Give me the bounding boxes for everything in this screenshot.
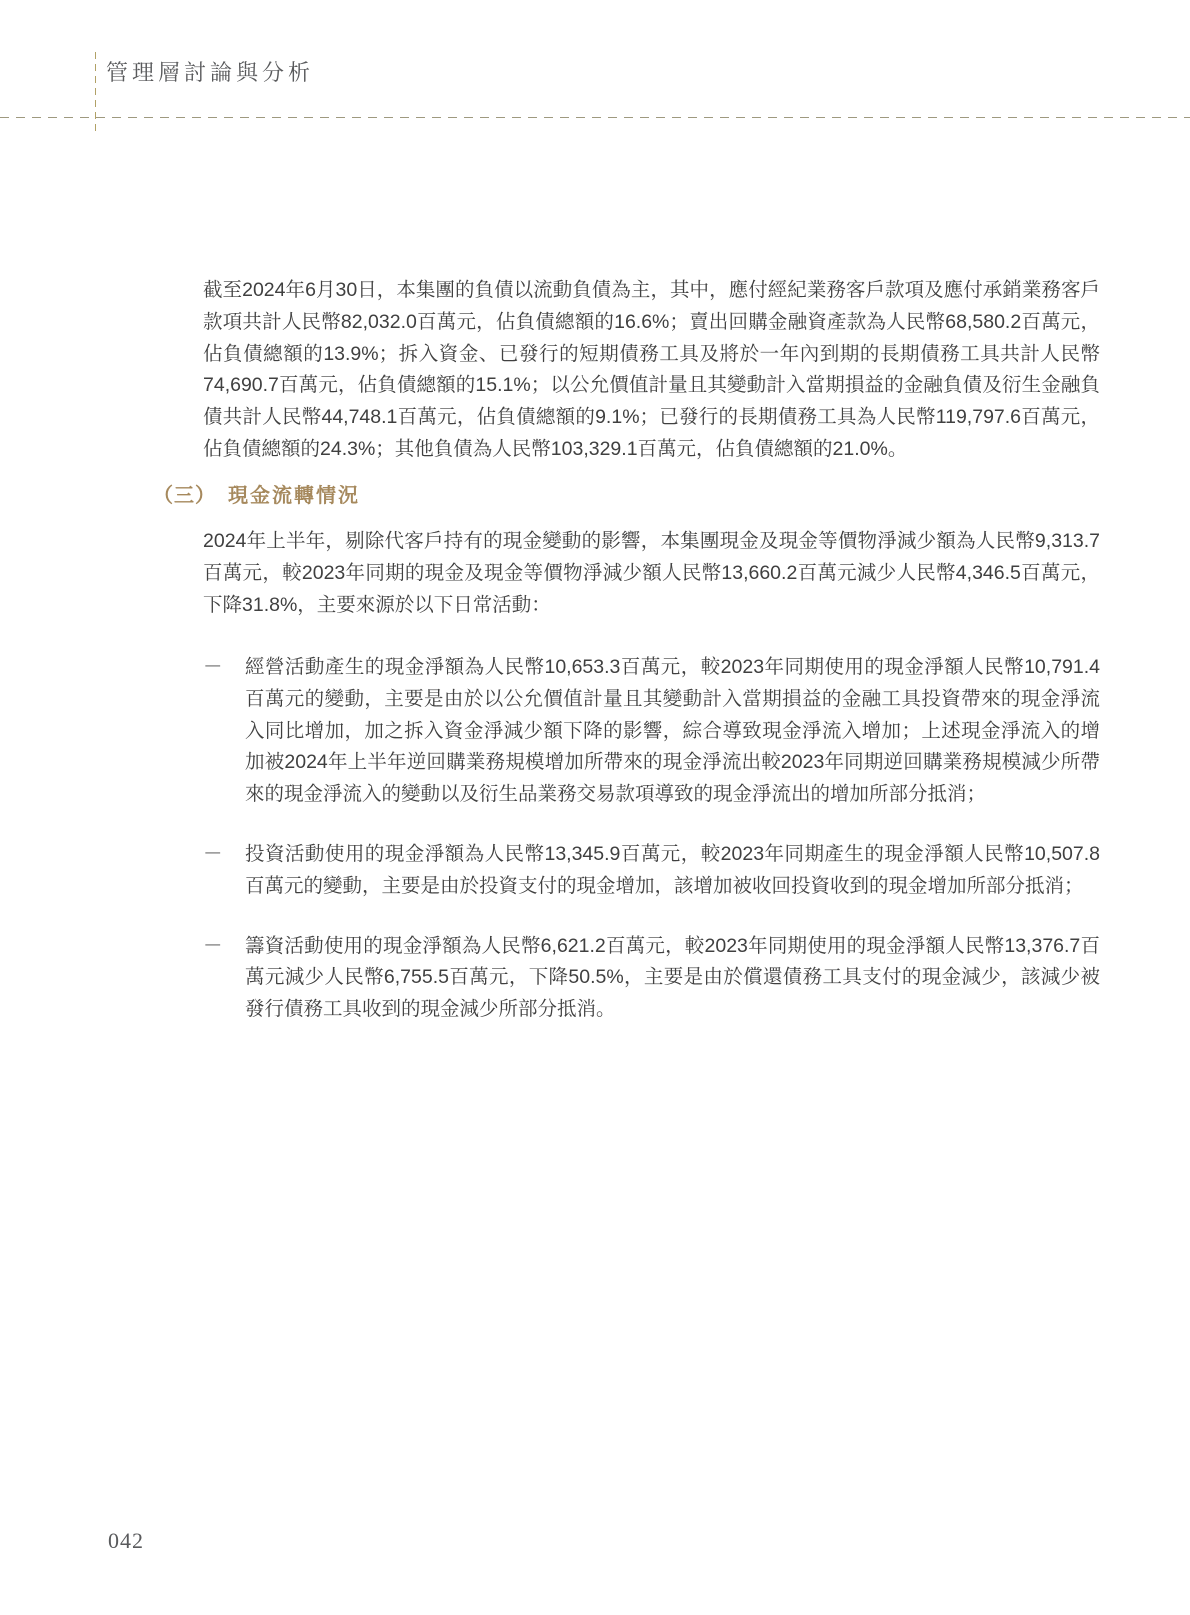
bullet-dash-marker: － <box>203 842 223 865</box>
list-item <box>203 652 1100 811</box>
cashflow-bullet-list <box>203 652 1100 1054</box>
section-title: 現金流轉情況 <box>228 485 360 507</box>
bullet-dash-marker: － <box>203 656 223 678</box>
page-header-title: 管理層討論與分析 <box>106 60 315 85</box>
section-heading <box>153 479 853 508</box>
bullet-text: 籌資活動使用的現金淨額為人民幣6,621.2百萬元，較2023年同期使用的現金淨額人民幣13,376.7百萬元減少人民幣6,755.5百萬元，下降50.5%，主要是由於償還債務工具支付的現金減少，該減少被發行債務工具收到的現金減少所部分抵消。 <box>245 934 1100 1021</box>
bullet-dash-marker: － <box>203 934 223 957</box>
header-horizontal-dashed-rule <box>0 117 1190 118</box>
list-item <box>203 839 1100 903</box>
bullet-text: 投資活動使用的現金淨額為人民幣13,345.9百萬元，較2023年同期產生的現金淨額人民幣10,507.8百萬元的變動，主要是由於投資支付的現金增加，該增加被收回投資收到的現金增加所部分抵消； <box>245 842 1100 897</box>
page-number: 042 <box>108 1528 144 1553</box>
cashflow-intro-paragraph: 2024年上半年，剔除代客戶持有的現金變動的影響，本集團現金及現金等價物淨減少額為人民幣9,313.7百萬元，較2023年同期的現金及現金等價物淨減少額人民幣13,660.2百萬元減少人民幣4,346.5百萬元，下降31.8%，主要來源於以下日常活動： <box>203 530 1100 616</box>
list-item <box>203 931 1100 1026</box>
bullet-text: 經營活動產生的現金淨額為人民幣10,653.3百萬元，較2023年同期使用的現金淨額人民幣10,791.4百萬元的變動，主要是由於以公允價值計量且其變動計入當期損益的金融工具投資帶來的現金淨流入同比增加，加之拆入資金淨減少額下降的影響，綜合導致現金淨流入增加；上述現金淨流入的增加被2024年上半年逆回購業務規模增加所帶來的現金淨流出較2023年同期逆回購業務規模減少所帶來的現金淨流入的變動以及衍生品業務交易款項導致的現金淨流出的增加所部分抵消； <box>245 656 1100 806</box>
header-vertical-dashed-rule <box>95 52 96 136</box>
liabilities-paragraph: 截至2024年6月30日，本集團的負債以流動負債為主，其中，應付經紀業務客戶款項及應付承銷業務客戶款項共計人民幣82,032.0百萬元，佔負債總額的16.6%；賣出回購金融資產款為人民幣68,580.2百萬元，佔負債總額的13.9%；拆入資金、已發行的短期債務工具及將於一年內到期的長期債務工具共計人民幣74,690.7百萬元，佔負債總額的15.1%；以公允價值計量且其變動計入當期損益的金融負債及衍生金融負債共計人民幣44,748.1百萬元，佔負債總額的9.1%；已發行的長期債務工具為人民幣119,797.6百萬元，佔負債總額的24.3%；其他負債為人民幣103,329.1百萬元，佔負債總額的21.0%。 <box>203 279 1100 460</box>
section-number: （三） <box>153 485 216 507</box>
